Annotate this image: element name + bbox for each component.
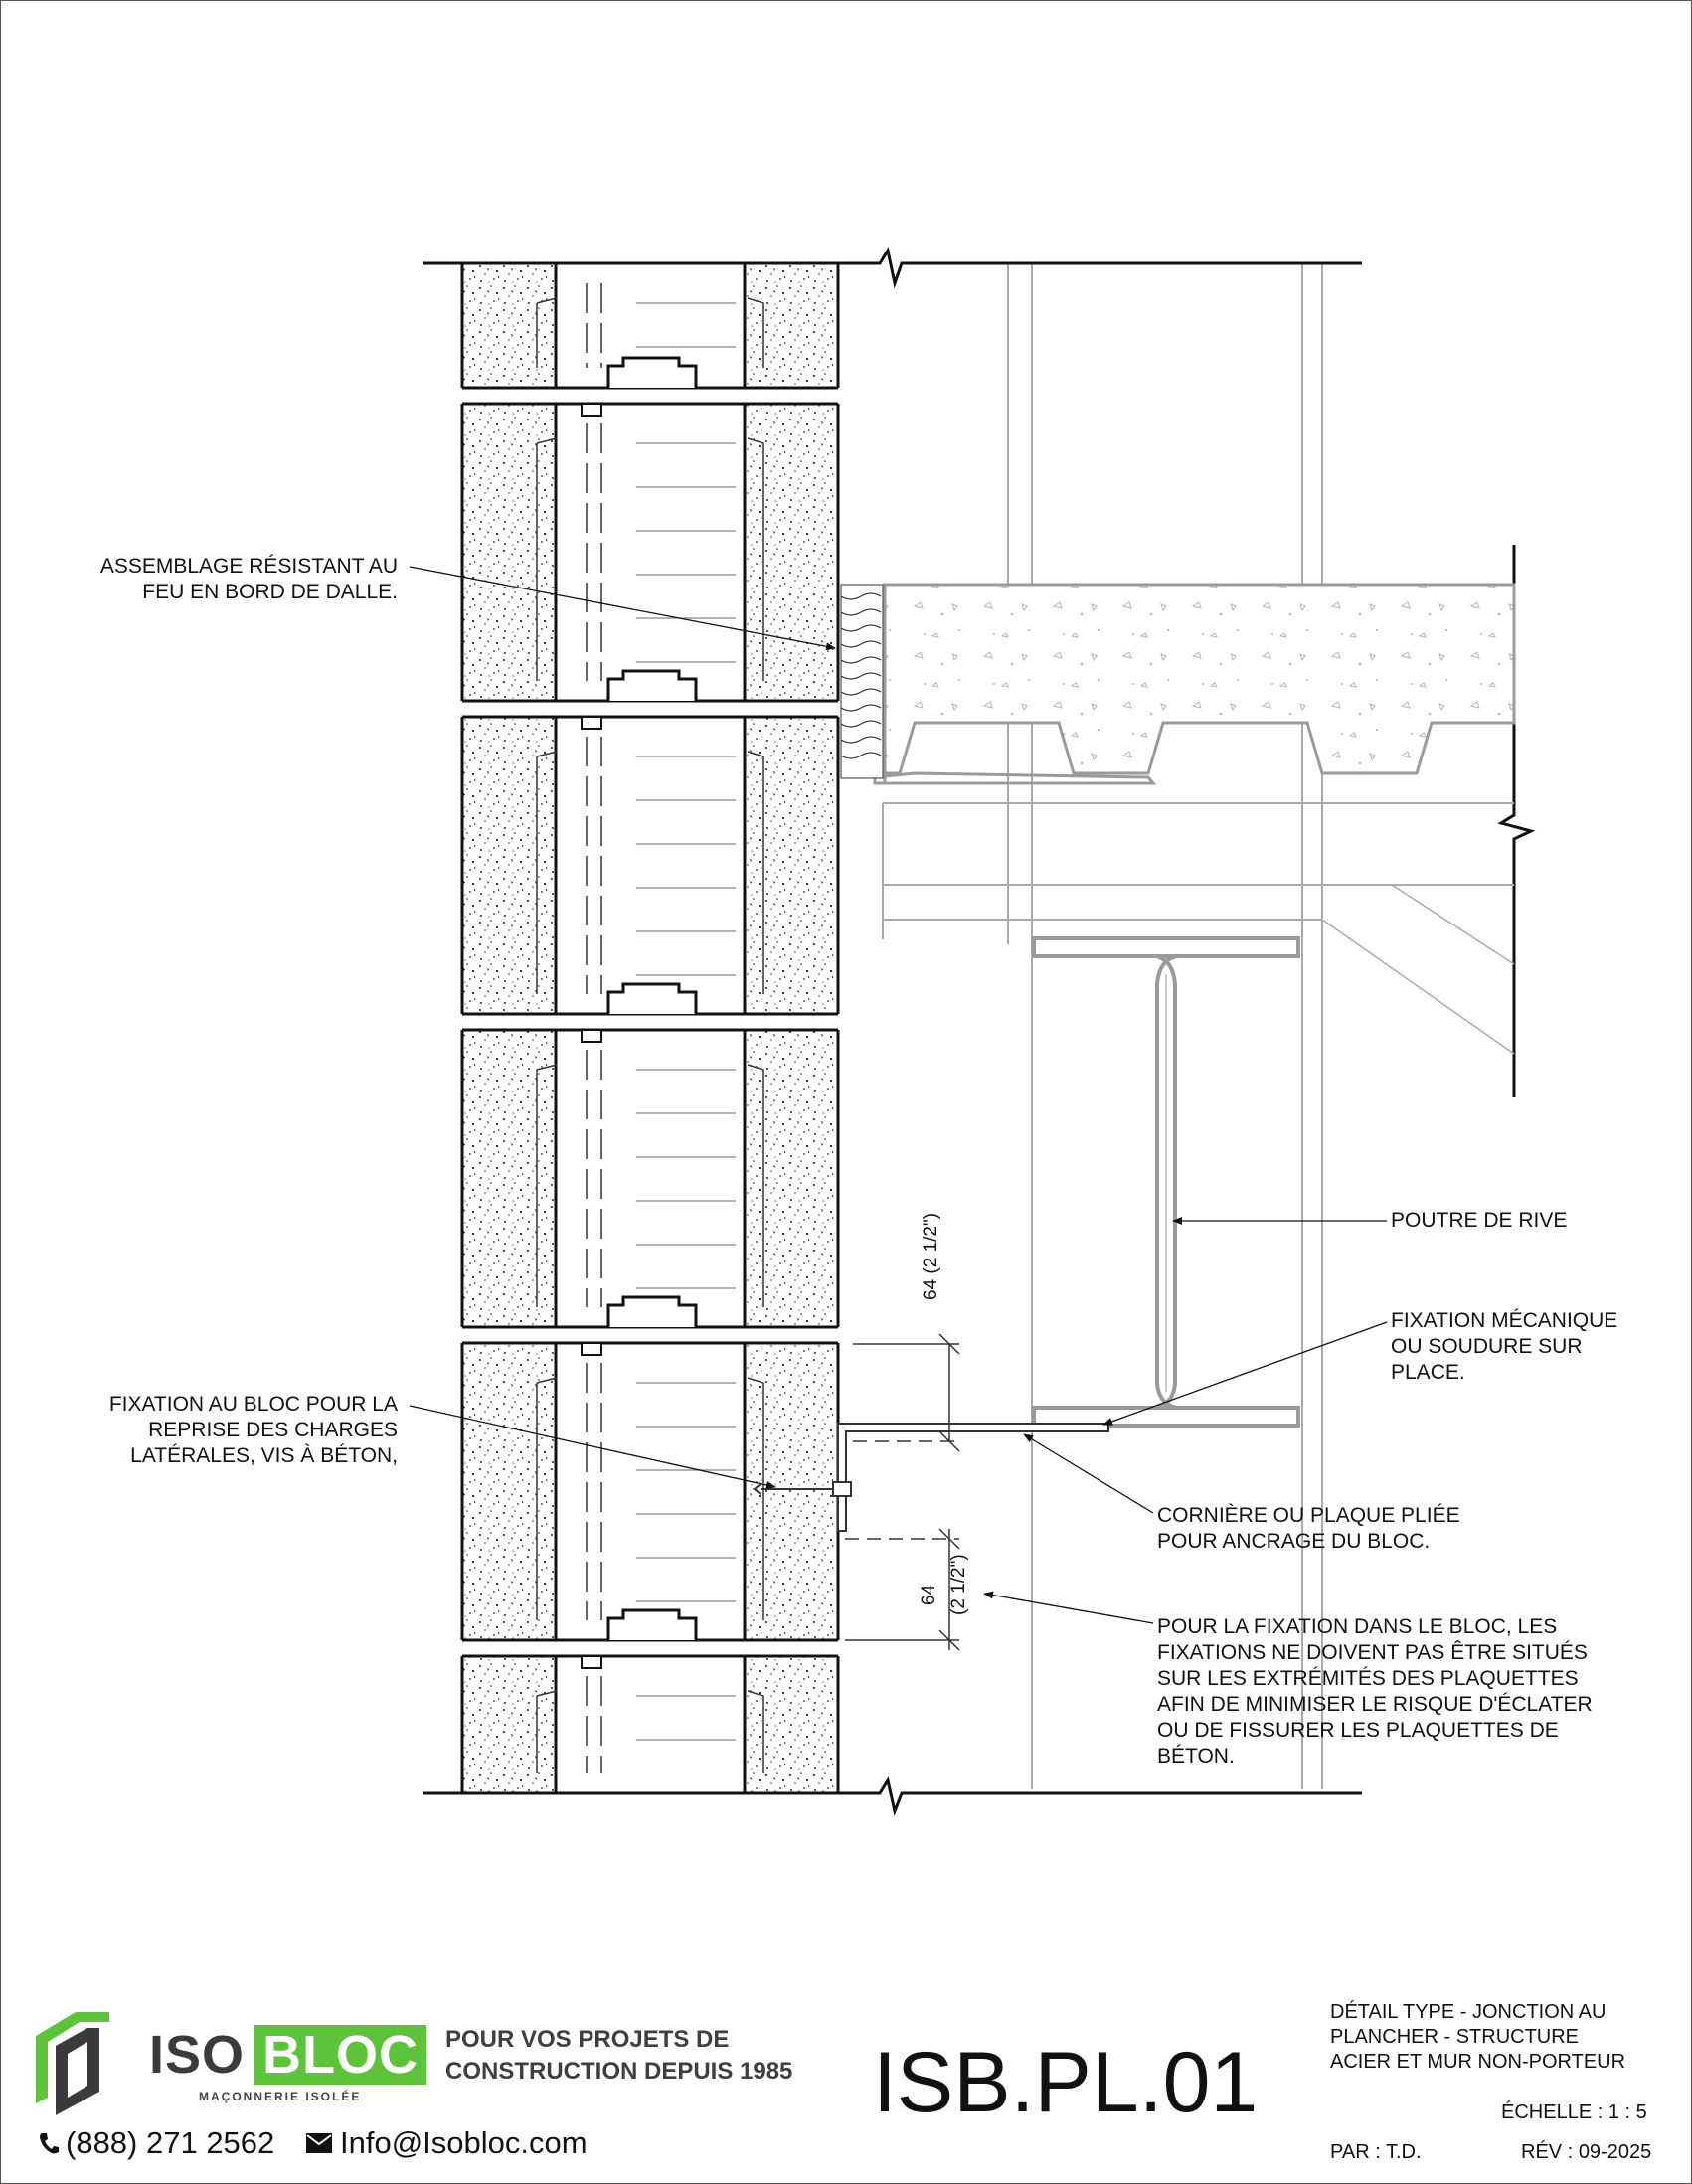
author-label: PAR : (1330, 2141, 1381, 2163)
author-field (1330, 2141, 1422, 2164)
scale-field (1501, 2101, 1647, 2124)
drawing-number: ISB.PL.01 (873, 2035, 1259, 2130)
note-fixing-rule: POUR LA FIXATION DANS LE BLOC, LES FIXATIONS NE DOIVENT PAS ÊTRE SITUÉS SUR LES EXTRÉMITÉS DES PLAQUETTES AFIN DE MINIMISER LE RISQUE D'ÉCLATER OU DE FISSURER LES PLAQUETTES DE BÉTON. (1157, 1615, 1593, 1767)
mortar-joint (460, 388, 558, 404)
mortar-joint (460, 1014, 558, 1030)
floor-slab (875, 585, 1514, 1054)
mortar-joint (743, 1014, 840, 1030)
block-groove (582, 717, 601, 729)
mortar-joint (743, 388, 840, 404)
phone-contact[interactable] (38, 2125, 274, 2161)
logo-subtitle: MAÇONNERIE ISOLÉE (199, 2090, 362, 2103)
note-fire-assembly: ASSEMBLAGE RÉSISTANT AU FEU EN BORD DE DALLE. (99, 555, 398, 603)
note-mechanical-fixing: FIXATION MÉCANIQUE OU SOUDURE SUR PLACE. (1391, 1309, 1618, 1384)
mortar-joint (743, 701, 840, 717)
mortar-joint (743, 1640, 840, 1656)
dimension-lower-value: 64 (919, 1584, 939, 1605)
email-contact[interactable] (306, 2125, 588, 2161)
logo-iso: ISO (149, 2025, 246, 2085)
mortar-joint (460, 701, 558, 717)
note-edge-beam: POUTRE DE RIVE (1391, 1209, 1568, 1232)
revision-value: 09-2025 (1578, 2141, 1652, 2163)
envelope-icon (306, 2133, 332, 2153)
dimension-lower-imperial: (2 1/2") (948, 1554, 969, 1615)
block-groove (582, 1343, 601, 1355)
revision-label: RÉV : (1521, 2141, 1574, 2163)
dimension-lines (845, 1334, 959, 1650)
phone-icon (38, 2131, 60, 2155)
note-angle-plate: CORNIÈRE OU PLAQUE PLIÉE POUR ANCRAGE DU BLOC. (1157, 1504, 1460, 1553)
block-groove (582, 404, 601, 416)
block-groove (582, 1030, 601, 1042)
author-value: T.D. (1385, 2141, 1422, 2163)
scale-value: 1 : 5 (1607, 2101, 1647, 2123)
dimension-upper: 64 (2 1/2") (921, 1212, 941, 1300)
logo-wordmark (149, 2024, 426, 2086)
email-address[interactable]: Info@Isobloc.com (340, 2125, 588, 2160)
mortar-joint (460, 1640, 558, 1656)
mortar-joint (743, 1327, 840, 1343)
scale-label: ÉCHELLE : (1501, 2101, 1604, 2123)
edge-beam (1034, 938, 1298, 1426)
phone-number[interactable]: (888) 271 2562 (66, 2125, 275, 2160)
block-groove (582, 1656, 601, 1668)
logo-bloc: BLOC (254, 2025, 426, 2085)
revision-field (1521, 2141, 1651, 2164)
note-block-fixing: FIXATION AU BLOC POUR LA REPRISE DES CHARGES LATÉRALES, VIS À BÉTON, (108, 1393, 398, 1467)
isobloc-logo-icon (36, 2012, 109, 2115)
steel-column (1008, 263, 1322, 1789)
mortar-joint (460, 1327, 558, 1343)
company-tagline: POUR VOS PROJETS DE CONSTRUCTION DEPUIS 1985 (445, 2026, 793, 2085)
drawing-title: DÉTAIL TYPE - JONCTION AU PLANCHER - STRUCTURE ACIER ET MUR NON-PORTEUR (1330, 2001, 1626, 2073)
fire-safing (841, 585, 883, 778)
